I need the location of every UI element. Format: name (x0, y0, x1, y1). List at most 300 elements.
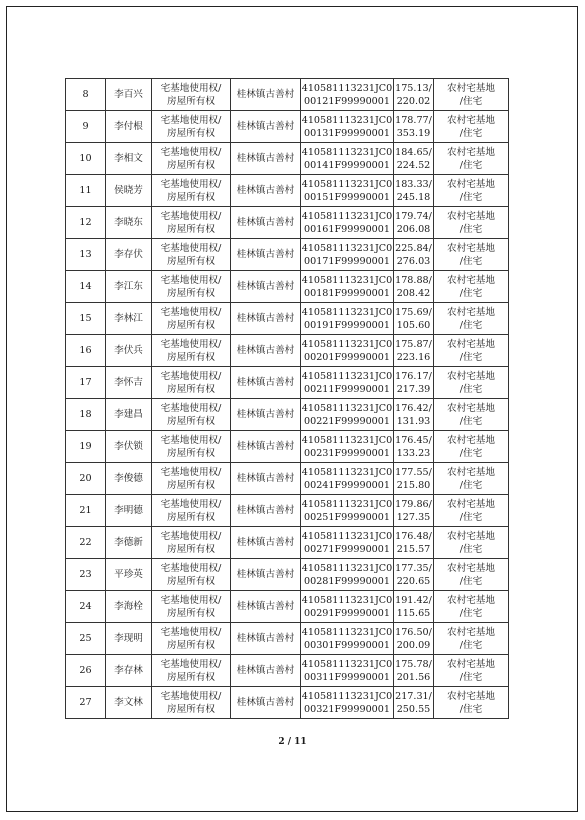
row-number-cell (66, 79, 106, 111)
area-cell (394, 623, 434, 655)
usage-cell (434, 271, 509, 303)
location-text: 桂林镇古善村 (236, 377, 295, 388)
right-type-cell (152, 143, 231, 175)
table-row (66, 495, 509, 527)
unit-code-text: 410581113231JC0 (301, 658, 393, 670)
location-text: 桂林镇古善村 (236, 537, 295, 548)
unit-code-cell (301, 271, 394, 303)
usage-cell (434, 79, 509, 111)
right-type-text: 房屋所有权 (167, 639, 215, 651)
usage-text: /住宅 (459, 447, 483, 459)
unit-code-text: 00281F99990001 (303, 575, 390, 587)
row-number-cell (66, 239, 106, 271)
right-type-cell (152, 399, 231, 431)
area-cell (394, 527, 434, 559)
unit-code-cell (301, 367, 394, 399)
row-number-cell (66, 207, 106, 239)
location-cell (231, 495, 301, 527)
usage-text: 农村宅基地 (447, 274, 495, 286)
table-row (66, 463, 509, 495)
unit-code-text: 00321F99990001 (303, 703, 390, 715)
usage-cell (434, 143, 509, 175)
area-text: 250.55 (396, 703, 431, 715)
right-type-cell (152, 79, 231, 111)
unit-code-cell (301, 431, 394, 463)
right-type-cell (152, 207, 231, 239)
table-row (66, 239, 509, 271)
unit-code-cell (301, 463, 394, 495)
row-number-cell (66, 271, 106, 303)
row-number-cell (66, 463, 106, 495)
owner-name-text: 李现明 (114, 633, 143, 644)
unit-code-text: 410581113231JC0 (301, 274, 393, 286)
usage-text: 农村宅基地 (447, 114, 495, 126)
unit-code-text: 00131F99990001 (303, 127, 390, 139)
unit-code-text: 00211F99990001 (303, 383, 390, 395)
owner-name-cell (106, 495, 152, 527)
area-text: 224.52 (396, 159, 431, 171)
unit-code-text: 00161F99990001 (303, 223, 390, 235)
usage-text: 农村宅基地 (447, 594, 495, 606)
location-cell (231, 655, 301, 687)
area-text: 217.31/ (395, 690, 432, 702)
usage-text: /住宅 (459, 639, 483, 651)
right-type-cell (152, 335, 231, 367)
owner-name-cell (106, 655, 152, 687)
usage-text: 农村宅基地 (447, 82, 495, 94)
unit-code-text: 410581113231JC0 (301, 306, 393, 318)
area-text: 178.77/ (395, 114, 432, 126)
location-cell (231, 367, 301, 399)
row-number-text: 19 (79, 441, 92, 452)
table-row (66, 143, 509, 175)
unit-code-text: 410581113231JC0 (301, 466, 393, 478)
right-type-text: 房屋所有权 (167, 255, 215, 267)
area-cell (394, 207, 434, 239)
location-text: 桂林镇古善村 (236, 441, 295, 452)
unit-code-cell (301, 175, 394, 207)
right-type-text: 宅基地使用权/ (160, 242, 222, 254)
owner-name-cell (106, 559, 152, 591)
row-number-cell (66, 303, 106, 335)
right-type-cell (152, 623, 231, 655)
usage-text: 农村宅基地 (447, 466, 495, 478)
unit-code-text: 410581113231JC0 (301, 562, 393, 574)
owner-name-text: 李存林 (114, 665, 143, 676)
owner-name-text: 李相文 (114, 153, 143, 164)
usage-text: 农村宅基地 (447, 530, 495, 542)
unit-code-cell (301, 655, 394, 687)
row-number-text: 27 (79, 697, 92, 708)
row-number-text: 8 (82, 89, 89, 100)
table-row (66, 175, 509, 207)
row-number-text: 9 (82, 121, 89, 132)
unit-code-text: 410581113231JC0 (301, 498, 393, 510)
owner-name-cell (106, 367, 152, 399)
right-type-text: 宅基地使用权/ (160, 370, 222, 382)
usage-text: 农村宅基地 (447, 306, 495, 318)
location-text: 桂林镇古善村 (236, 345, 295, 356)
area-text: 276.03 (396, 255, 431, 267)
owner-name-cell (106, 335, 152, 367)
usage-cell (434, 431, 509, 463)
location-text: 桂林镇古善村 (236, 217, 295, 228)
usage-text: 农村宅基地 (447, 210, 495, 222)
table-row (66, 207, 509, 239)
row-number-text: 14 (79, 281, 92, 292)
area-text: 176.42/ (395, 402, 432, 414)
location-text: 桂林镇古善村 (236, 633, 295, 644)
area-text: 127.35 (396, 511, 431, 523)
usage-text: /住宅 (459, 95, 483, 107)
location-text: 桂林镇古善村 (236, 601, 295, 612)
area-text: 131.93 (396, 415, 431, 427)
right-type-text: 宅基地使用权/ (160, 530, 222, 542)
usage-text: 农村宅基地 (447, 370, 495, 382)
owner-name-text: 李明德 (114, 505, 143, 516)
location-text: 桂林镇古善村 (236, 249, 295, 260)
usage-cell (434, 591, 509, 623)
area-text: 176.48/ (395, 530, 432, 542)
owner-name-cell (106, 687, 152, 719)
owner-name-text: 李百兴 (114, 89, 143, 100)
right-type-text: 房屋所有权 (167, 351, 215, 363)
right-type-text: 宅基地使用权/ (160, 658, 222, 670)
right-type-text: 房屋所有权 (167, 383, 215, 395)
area-text: 179.74/ (395, 210, 432, 222)
unit-code-cell (301, 623, 394, 655)
usage-text: 农村宅基地 (447, 498, 495, 510)
right-type-cell (152, 463, 231, 495)
unit-code-cell (301, 399, 394, 431)
row-number-text: 23 (79, 569, 92, 580)
area-text: 201.56 (396, 671, 431, 683)
right-type-cell (152, 527, 231, 559)
right-type-cell (152, 655, 231, 687)
location-cell (231, 527, 301, 559)
right-type-text: 宅基地使用权/ (160, 306, 222, 318)
owner-name-text: 李海栓 (114, 601, 143, 612)
row-number-text: 25 (79, 633, 92, 644)
unit-code-cell (301, 143, 394, 175)
row-number-text: 10 (79, 153, 92, 164)
right-type-text: 房屋所有权 (167, 703, 215, 715)
unit-code-cell (301, 495, 394, 527)
owner-name-text: 李林江 (114, 313, 143, 324)
right-type-text: 宅基地使用权/ (160, 466, 222, 478)
table-row (66, 111, 509, 143)
unit-code-text: 410581113231JC0 (301, 690, 393, 702)
unit-code-text: 00191F99990001 (303, 319, 390, 331)
unit-code-text: 00151F99990001 (303, 191, 390, 203)
area-text: 220.02 (396, 95, 431, 107)
area-text: 200.09 (396, 639, 431, 651)
right-type-text: 宅基地使用权/ (160, 210, 222, 222)
owner-name-text: 李文林 (114, 697, 143, 708)
area-cell (394, 591, 434, 623)
owner-name-text: 李怀吉 (114, 377, 143, 388)
unit-code-text: 410581113231JC0 (301, 82, 393, 94)
unit-code-text: 410581113231JC0 (301, 434, 393, 446)
unit-code-text: 00221F99990001 (303, 415, 390, 427)
area-text: 178.88/ (395, 274, 432, 286)
location-text: 桂林镇古善村 (236, 153, 295, 164)
table-body (66, 79, 509, 719)
row-number-text: 24 (79, 601, 92, 612)
unit-code-text: 410581113231JC0 (301, 594, 393, 606)
usage-text: /住宅 (459, 319, 483, 331)
right-type-cell (152, 175, 231, 207)
property-register-table (65, 78, 509, 719)
location-cell (231, 271, 301, 303)
right-type-text: 房屋所有权 (167, 607, 215, 619)
area-text: 175.87/ (395, 338, 432, 350)
area-text: 217.39 (396, 383, 431, 395)
location-cell (231, 143, 301, 175)
right-type-text: 房屋所有权 (167, 511, 215, 523)
right-type-cell (152, 239, 231, 271)
row-number-text: 12 (79, 217, 92, 228)
area-cell (394, 79, 434, 111)
right-type-cell (152, 303, 231, 335)
area-text: 225.84/ (395, 242, 432, 254)
owner-name-cell (106, 175, 152, 207)
usage-text: /住宅 (459, 191, 483, 203)
usage-cell (434, 175, 509, 207)
area-text: 175.78/ (395, 658, 432, 670)
area-cell (394, 239, 434, 271)
area-text: 206.08 (396, 223, 431, 235)
unit-code-cell (301, 591, 394, 623)
area-cell (394, 111, 434, 143)
location-text: 桂林镇古善村 (236, 697, 295, 708)
row-number-cell (66, 175, 106, 207)
table-row (66, 303, 509, 335)
usage-cell (434, 463, 509, 495)
row-number-text: 20 (79, 473, 92, 484)
row-number-text: 15 (79, 313, 92, 324)
usage-text: /住宅 (459, 703, 483, 715)
unit-code-cell (301, 559, 394, 591)
unit-code-text: 00171F99990001 (303, 255, 390, 267)
unit-code-text: 00201F99990001 (303, 351, 390, 363)
owner-name-cell (106, 111, 152, 143)
usage-cell (434, 207, 509, 239)
area-text: 105.60 (396, 319, 431, 331)
location-text: 桂林镇古善村 (236, 569, 295, 580)
area-text: 133.23 (396, 447, 431, 459)
row-number-cell (66, 367, 106, 399)
row-number-text: 22 (79, 537, 92, 548)
right-type-text: 房屋所有权 (167, 415, 215, 427)
location-cell (231, 431, 301, 463)
location-cell (231, 303, 301, 335)
table-row (66, 79, 509, 111)
unit-code-cell (301, 239, 394, 271)
area-cell (394, 175, 434, 207)
area-cell (394, 399, 434, 431)
unit-code-text: 00141F99990001 (303, 159, 390, 171)
owner-name-text: 李伏兵 (114, 345, 143, 356)
location-text: 桂林镇古善村 (236, 313, 295, 324)
usage-text: 农村宅基地 (447, 562, 495, 574)
usage-text: /住宅 (459, 255, 483, 267)
unit-code-text: 410581113231JC0 (301, 178, 393, 190)
row-number-cell (66, 527, 106, 559)
area-cell (394, 687, 434, 719)
usage-text: /住宅 (459, 607, 483, 619)
unit-code-text: 410581113231JC0 (301, 146, 393, 158)
area-text: 179.86/ (395, 498, 432, 510)
right-type-text: 宅基地使用权/ (160, 690, 222, 702)
area-text: 183.33/ (395, 178, 432, 190)
right-type-text: 宅基地使用权/ (160, 434, 222, 446)
unit-code-text: 00271F99990001 (303, 543, 390, 555)
usage-cell (434, 687, 509, 719)
owner-name-text: 李德新 (114, 537, 143, 548)
area-cell (394, 431, 434, 463)
area-cell (394, 303, 434, 335)
usage-text: 农村宅基地 (447, 338, 495, 350)
area-text: 176.50/ (395, 626, 432, 638)
right-type-text: 宅基地使用权/ (160, 594, 222, 606)
usage-cell (434, 303, 509, 335)
location-text: 桂林镇古善村 (236, 473, 295, 484)
area-text: 191.42/ (395, 594, 432, 606)
area-text: 115.65 (396, 607, 431, 619)
owner-name-text: 平珍英 (114, 569, 143, 580)
unit-code-text: 410581113231JC0 (301, 370, 393, 382)
location-cell (231, 335, 301, 367)
area-text: 215.80 (396, 479, 431, 491)
row-number-cell (66, 111, 106, 143)
table-row (66, 527, 509, 559)
row-number-cell (66, 335, 106, 367)
location-cell (231, 111, 301, 143)
owner-name-cell (106, 431, 152, 463)
unit-code-cell (301, 687, 394, 719)
area-cell (394, 559, 434, 591)
table-row (66, 335, 509, 367)
usage-text: 农村宅基地 (447, 146, 495, 158)
unit-code-text: 00301F99990001 (303, 639, 390, 651)
row-number-text: 17 (79, 377, 92, 388)
row-number-text: 26 (79, 665, 92, 676)
location-cell (231, 175, 301, 207)
right-type-text: 宅基地使用权/ (160, 82, 222, 94)
right-type-cell (152, 431, 231, 463)
location-cell (231, 591, 301, 623)
area-text: 175.13/ (395, 82, 432, 94)
usage-cell (434, 239, 509, 271)
area-cell (394, 655, 434, 687)
row-number-text: 18 (79, 409, 92, 420)
area-text: 353.19 (396, 127, 431, 139)
owner-name-text: 李存伏 (114, 249, 143, 260)
usage-text: 农村宅基地 (447, 402, 495, 414)
area-text: 177.35/ (395, 562, 432, 574)
unit-code-text: 00241F99990001 (303, 479, 390, 491)
table-row (66, 623, 509, 655)
right-type-text: 房屋所有权 (167, 287, 215, 299)
right-type-text: 宅基地使用权/ (160, 562, 222, 574)
row-number-text: 11 (79, 185, 92, 196)
location-cell (231, 687, 301, 719)
location-cell (231, 239, 301, 271)
table-row (66, 591, 509, 623)
right-type-text: 房屋所有权 (167, 95, 215, 107)
unit-code-text: 410581113231JC0 (301, 210, 393, 222)
owner-name-text: 李江东 (114, 281, 143, 292)
usage-cell (434, 623, 509, 655)
area-text: 184.65/ (395, 146, 432, 158)
usage-cell (434, 559, 509, 591)
owner-name-cell (106, 463, 152, 495)
table-row (66, 687, 509, 719)
row-number-text: 21 (79, 505, 92, 516)
usage-text: 农村宅基地 (447, 434, 495, 446)
unit-code-text: 00121F99990001 (303, 95, 390, 107)
unit-code-cell (301, 207, 394, 239)
owner-name-text: 李伏锁 (114, 441, 143, 452)
location-text: 桂林镇古善村 (236, 185, 295, 196)
area-cell (394, 271, 434, 303)
right-type-text: 房屋所有权 (167, 671, 215, 683)
usage-text: /住宅 (459, 543, 483, 555)
owner-name-cell (106, 591, 152, 623)
row-number-cell (66, 687, 106, 719)
usage-cell (434, 495, 509, 527)
usage-text: /住宅 (459, 159, 483, 171)
area-text: 177.55/ (395, 466, 432, 478)
usage-text: 农村宅基地 (447, 626, 495, 638)
usage-text: /住宅 (459, 383, 483, 395)
owner-name-cell (106, 239, 152, 271)
unit-code-text: 410581113231JC0 (301, 114, 393, 126)
right-type-text: 宅基地使用权/ (160, 274, 222, 286)
right-type-text: 房屋所有权 (167, 127, 215, 139)
unit-code-text: 00181F99990001 (303, 287, 390, 299)
location-cell (231, 79, 301, 111)
unit-code-text: 00251F99990001 (303, 511, 390, 523)
row-number-text: 16 (79, 345, 92, 356)
usage-text: /住宅 (459, 479, 483, 491)
right-type-cell (152, 559, 231, 591)
row-number-cell (66, 143, 106, 175)
usage-cell (434, 527, 509, 559)
unit-code-text: 410581113231JC0 (301, 402, 393, 414)
location-text: 桂林镇古善村 (236, 121, 295, 132)
row-number-cell (66, 623, 106, 655)
usage-text: /住宅 (459, 415, 483, 427)
usage-text: 农村宅基地 (447, 690, 495, 702)
right-type-text: 房屋所有权 (167, 479, 215, 491)
location-cell (231, 399, 301, 431)
location-text: 桂林镇古善村 (236, 281, 295, 292)
right-type-text: 宅基地使用权/ (160, 626, 222, 638)
table-row (66, 399, 509, 431)
area-text: 175.69/ (395, 306, 432, 318)
area-text: 220.65 (396, 575, 431, 587)
owner-name-text: 李晓东 (114, 217, 143, 228)
owner-name-cell (106, 79, 152, 111)
location-text: 桂林镇古善村 (236, 665, 295, 676)
right-type-text: 宅基地使用权/ (160, 338, 222, 350)
row-number-cell (66, 495, 106, 527)
right-type-text: 宅基地使用权/ (160, 402, 222, 414)
right-type-cell (152, 495, 231, 527)
unit-code-cell (301, 111, 394, 143)
